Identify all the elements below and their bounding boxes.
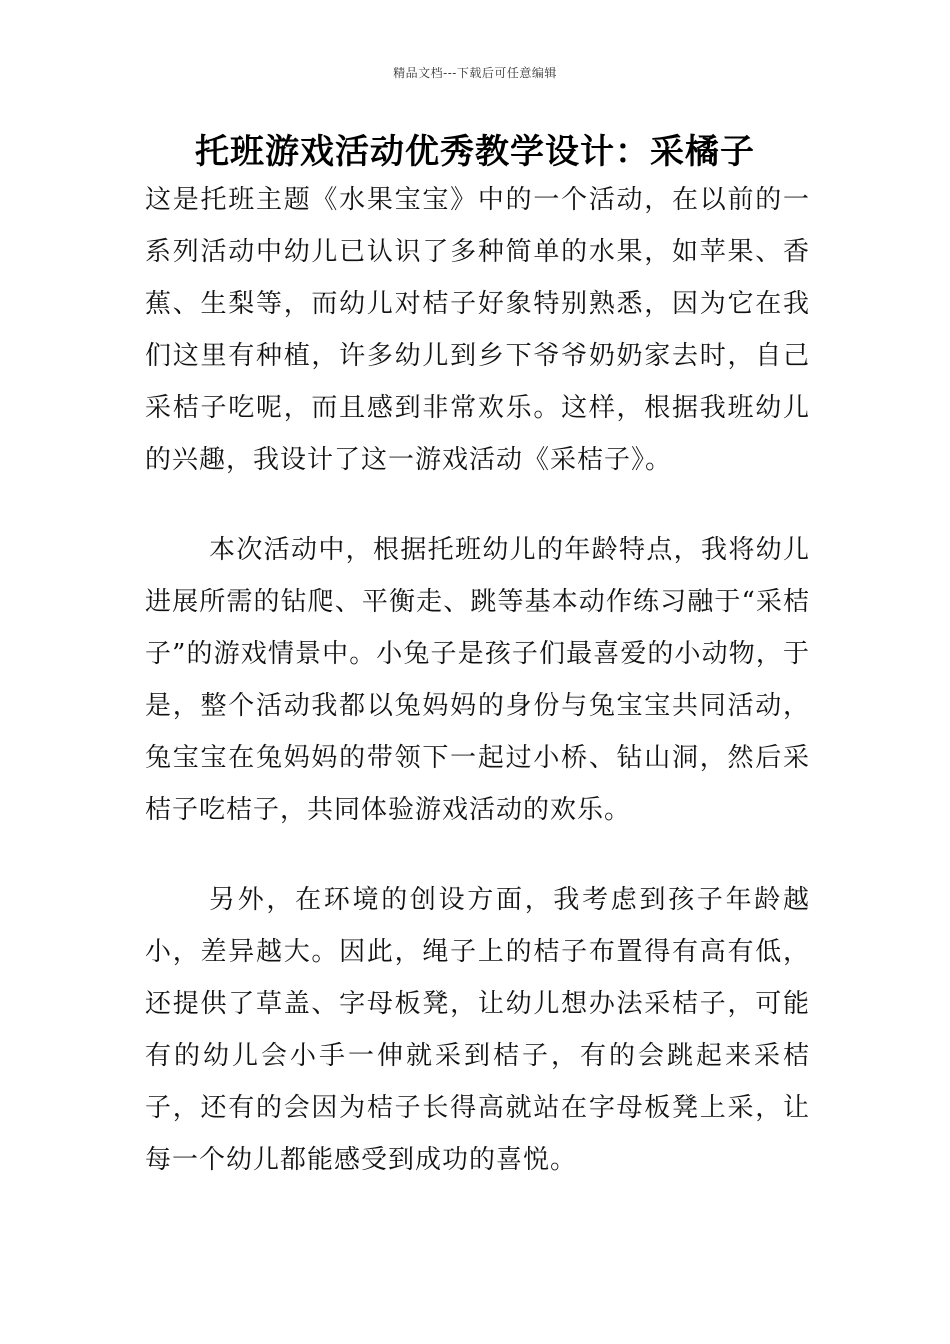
- page-header-note: 精品文档---下载后可任意编辑: [393, 66, 557, 80]
- document-title: 托班游戏活动优秀教学设计：采橘子: [195, 132, 755, 172]
- paragraph-2: 本次活动中，根据托班幼儿的年龄特点，我将幼儿进展所需的钻爬、平衡走、跳等基本动作练习融于“采桔子”的游戏情景中。小兔子是孩子们最喜爱的小动物，于是，整个活动我都以兔妈妈的身份与兔宝宝共同活动，兔宝宝在兔妈妈的带领下一起过小桥、钻山洞，然后采桔子吃桔子，共同体验游戏活动的欢乐。: [145, 535, 810, 825]
- paragraph-3: 另外，在环境的创设方面，我考虑到孩子年龄越小，差异越大。因此，绳子上的桔子布置得有高有低，还提供了草盖、字母板凳，让幼儿想办法采桔子，可能有的幼儿会小手一伸就采到桔子，有的会跳起来采桔子，还有的会因为桔子长得高就站在字母板凳上采，让每一个幼儿都能感受到成功的喜悦。: [145, 885, 810, 1175]
- paragraph-1: 这是托班主题《水果宝宝》中的一个活动，在以前的一系列活动中幼儿已认识了多种简单的水果，如苹果、香蕉、生梨等，而幼儿对桔子好象特别熟悉，因为它在我们这里有种植，许多幼儿到乡下爷爷奶奶家去时，自己采桔子吃呢，而且感到非常欢乐。这样，根据我班幼儿的兴趣，我设计了这一游戏活动《采桔子》。: [145, 185, 810, 475]
